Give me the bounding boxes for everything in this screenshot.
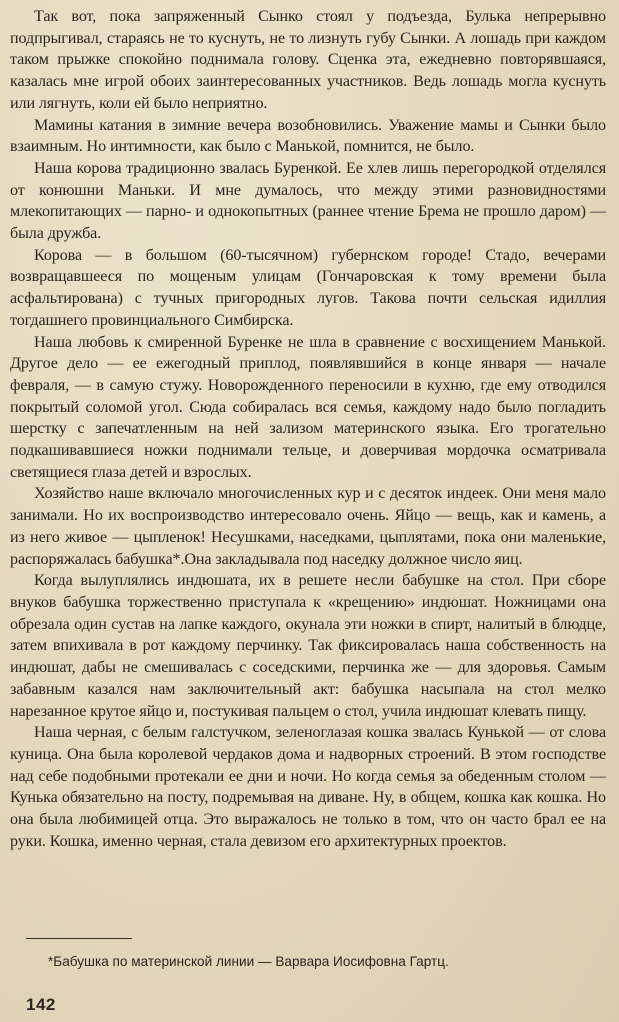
footnote-divider bbox=[26, 938, 132, 939]
paragraph-3: Наша корова традиционно звалась Буренкой. Ее хлев лишь перегородкой отделялся от конюшни Маньки. И мне думалось, что между этими разновидностями млекопитающих — парно- и однокопытных (раннее чтение Брема не прошло даром) — была дружба. bbox=[10, 159, 606, 243]
paragraph-4: Корова — в большом (60-тысячном) губернском городе! Стадо, вечерами возвращавшееся по мощеным улицам (Гончаровская к тому времени была асфальтирована) с тучных пригородных лугов. Такова почти сельская идиллия тогдашнего провинциального Симбирска. bbox=[10, 246, 606, 329]
paragraph-2: Мамины катания в зимние вечера возобновились. Уважение мамы и Сынки было взаимным. Но интимности, как было с Манькой, помнится, не было. bbox=[10, 116, 606, 156]
paragraph-1: Так вот, пока запряженный Сынко стоял у подъезда, Булька непрерывно подпрыгивал, стараясь не то куснуть, не то лизнуть губу Сынки. А лошадь при каждом таком прыжке спокойно поднимала голову. Сценка эта, ежедневно повторявшаяся, казалась мне игрой обоих заинтересованных участников. Ведь лошадь могла куснуть или лягнуть, коли ей было неприятно. bbox=[10, 8, 606, 112]
paragraph-5: Наша любовь к смиренной Буренке не шла в сравнение с восхищением Манькой. Другое дело — ее ежегодный приплод, появлявшийся в конце января — начале февраля, — в самую стужу. Новорожденного переносили в кухню, где ему отводился покрытый соломой угол. Сюда собиралась вся семья, каждому надо было погладить шерстку с запечатленным на ней зализом материнского языка. Его трогательно подкашивавшиеся ножки поднимали тельце, и доверчивая мордочка осматривала светящиеся глаза детей и взрослых. bbox=[10, 333, 606, 481]
page-body bbox=[10, 6, 606, 852]
footnote: *Бабушка по материнской линии — Варвара Иосифовна Гартц. bbox=[48, 954, 449, 969]
page-number: 142 bbox=[26, 995, 56, 1014]
paragraph-7: Когда вылуплялись индюшата, их в решете несли бабушке на стол. При сборе внуков бабушка торжественно приступала к «крещению» индюшат. Ножницами она обрезала один сустав на лапке каждого, окунала эти ножки в спирт, налитый в блюдце, затем впихивала в рот каждому перчинку. Так фиксировалась наша собственность на индюшат, дабы не смешивалась с соседскими, перчинка же — для здоровья. Самым забавным казался нам заключительный акт: бабушка насыпала на стол мелко нарезанное крутое яйцо и, постукивая пальцем о стол, учила индюшат клевать пищу. bbox=[10, 572, 606, 720]
paragraph-6: Хозяйство наше включало многочисленных кур и с десяток индеек. Они меня мало занимали. Но их воспроизводство интересовало очень. Яйцо — вещь, как и камень, а из него живое — цыпленок! Несушками, наседками, цыплятами, пока они маленькие, распоряжалась бабушка*.Она закладывала под наседку должное число яиц. bbox=[10, 485, 606, 568]
paragraph-8: Наша черная, с белым галстучком, зеленоглазая кошка звалась Кунькой — от слова куница. Она была королевой чердаков дома и надворных строений. В этом господстве над себе подобными протекали ее дни и ночи. Но когда семья за обеденным столом — Кунька обязательно на посту, подремывая на диване. Ну, в общем, кошка как кошка. Но она была любимицей отца. Это выражалось не только в том, что он часто брал ее на руки. Кошка, именно черная, стала девизом его архитектурных проектов. bbox=[10, 724, 606, 850]
